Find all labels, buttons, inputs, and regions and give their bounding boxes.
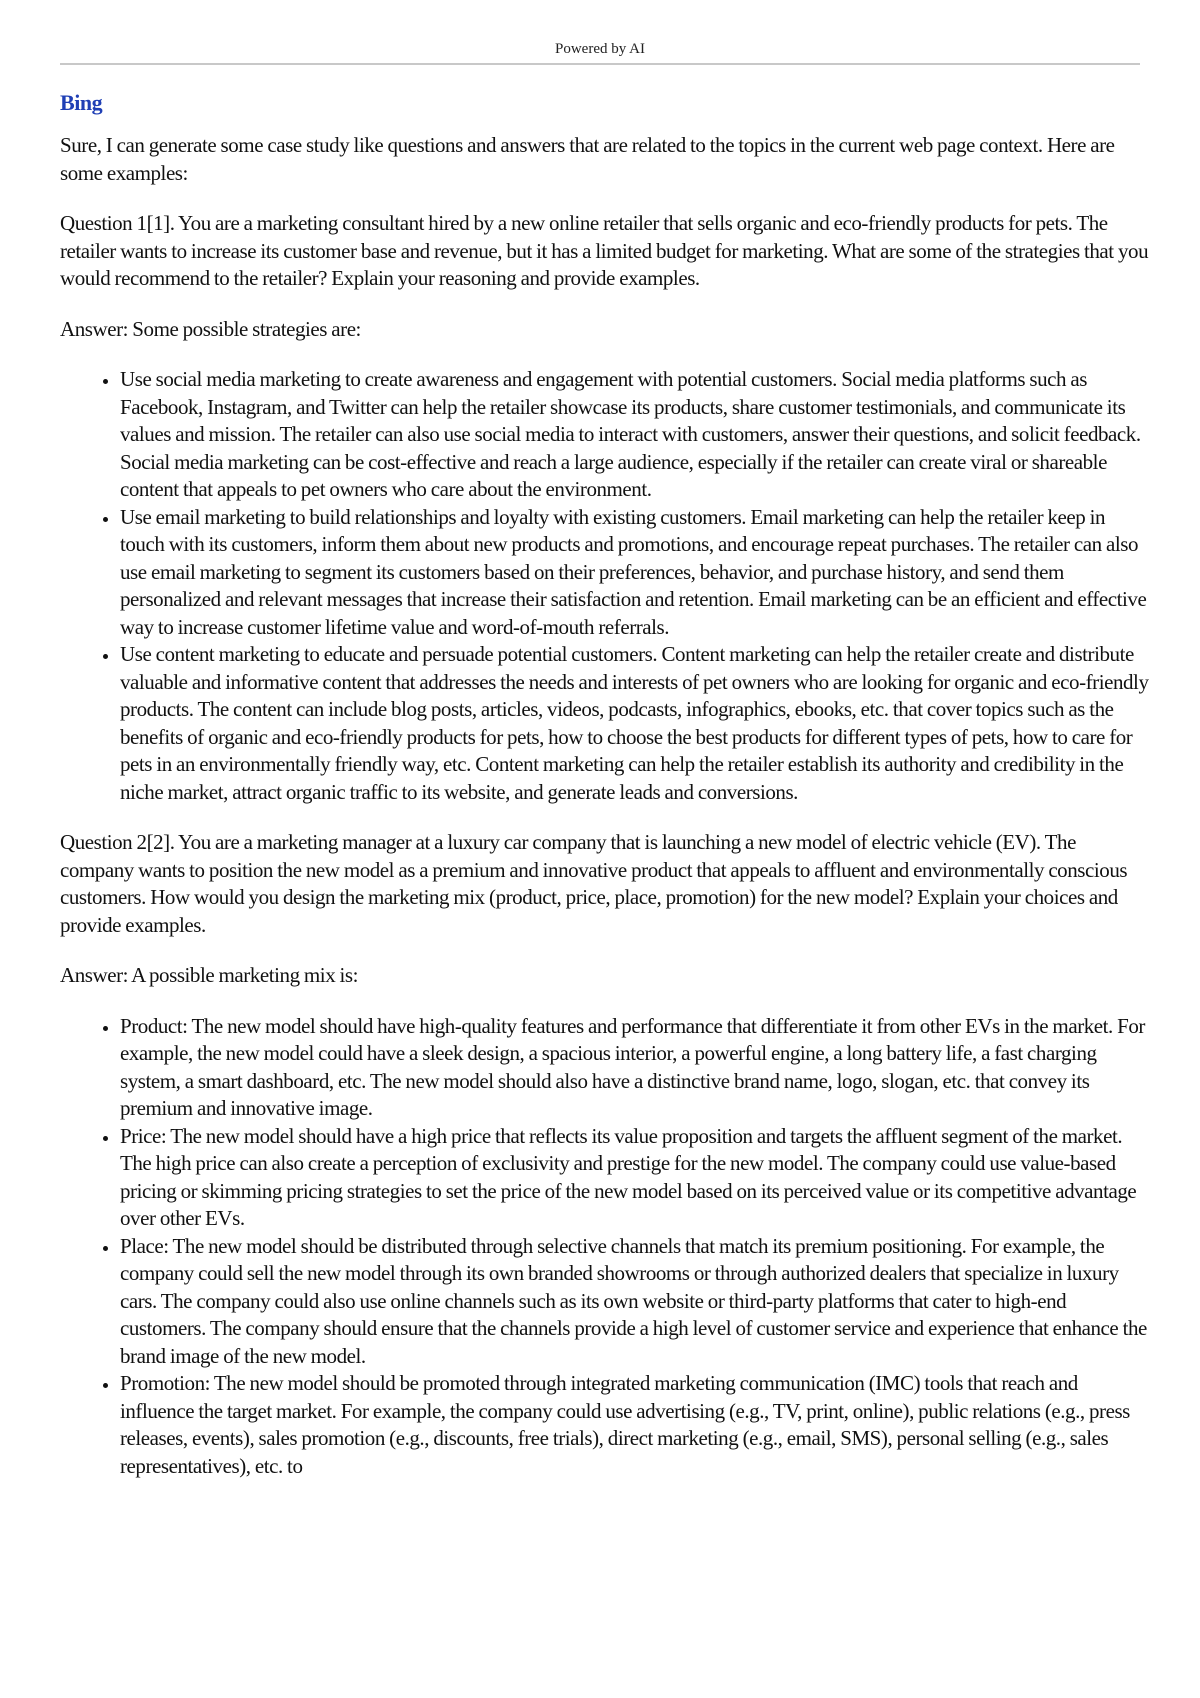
answer-2-list (60, 1013, 1150, 1481)
list-item: • Use email marketing to build relationships and loyalty with existing customers. Email marketing can help the retailer keep in touch with its customers, inform them about new products and promotions, and encourage repeat purchases. The retailer can also use email marketing to segment its customers based on their preferences, behavior, and purchase history, and send them personalized and relevant messages that increase their satisfaction and retention. Email marketing can be an efficient and effective way to increase customer lifetime value and word-of-mouth referrals. (120, 504, 1150, 642)
intro-paragraph: Sure, I can generate some case study like questions and answers that are related to the topics in the current web page context. Here are some examples: (60, 133, 1115, 185)
page-header: Powered by AI (555, 41, 645, 57)
question-1: Question 1[1]. You are a marketing consultant hired by a new online retailer that sells organic and eco-friendly products for pets. The retailer wants to increase its customer base and revenue, but it has a limited budget for marketing. What are some of the strategies that you would recommend to the retailer? Explain your reasoning and provide examples. (60, 211, 1149, 290)
list-item: • Place: The new model should be distributed through selective channels that match its premium positioning. For example, the company could sell the new model through its own branded showrooms or through authorized dealers that specialize in luxury cars. The company could also use online channels such as its own website or third-party platforms that cater to high-end customers. The company should ensure that the channels provide a high level of customer service and experience that enhance the brand image of the new model. (120, 1233, 1150, 1371)
list-item: • Use content marketing to educate and persuade potential customers. Content marketing can help the retailer create and distribute valuable and informative content that addresses the needs and interests of pet owners who are looking for organic and eco-friendly products. The content can include blog posts, articles, videos, podcasts, infographics, ebooks, etc. that cover topics such as the benefits of organic and eco-friendly products for pets, how to choose the best products for different types of pets, how to care for pets in an environmentally friendly way, etc. Content marketing can help the retailer establish its authority and credibility in the niche market, attract organic traffic to its website, and generate leads and conversions. (120, 641, 1150, 806)
list-item: • Use social media marketing to create awareness and engagement with potential customers. Social media platforms such as Facebook, Instagram, and Twitter can help the retailer showcase its products, share customer testimonials, and communicate its values and mission. The retailer can also use social media to interact with customers, answer their questions, and solicit feedback. Social media marketing can be cost-effective and reach a large audience, especially if the retailer can create viral or shareable content that appeals to pet owners who care about the environment. (120, 366, 1150, 504)
list-item: • Price: The new model should have a high price that reflects its value proposition and targets the affluent segment of the market. The high price can also create a perception of exclusivity and prestige for the new model. The company could use value-based pricing or skimming pricing strategies to set the price of the new model based on its perceived value or its competitive advantage over other EVs. (120, 1123, 1150, 1233)
answer-1-intro: Answer: Some possible strategies are: (60, 316, 361, 341)
header-divider (60, 63, 1140, 65)
chat-response (60, 88, 1150, 1503)
list-item: • Promotion: The new model should be promoted through integrated marketing communication (IMC) tools that reach and influence the target market. For example, the company could use advertising (e.g., TV, print, online), public relations (e.g., press releases, events), sales promotion (e.g., discounts, free trials), direct marketing (e.g., email, SMS), personal selling (e.g., sales representatives), etc. to (120, 1370, 1150, 1480)
question-2: Question 2[2]. You are a marketing manager at a luxury car company that is launching a new model of electric vehicle (EV). The company wants to position the new model as a premium and innovative product that appeals to affluent and environmentally conscious customers. How would you design the marketing mix (product, price, place, promotion) for the new model? Explain your choices and provide examples. (60, 830, 1128, 937)
answer-2-intro: Answer: A possible marketing mix is: (60, 963, 359, 987)
list-item: • Product: The new model should have high-quality features and performance that differentiate it from other EVs in the market. For example, the new model could have a sleek design, a spacious interior, a powerful engine, a long battery life, a fast charging system, a smart dashboard, etc. The new model should also have a distinctive brand name, logo, slogan, etc. that convey its premium and innovative image. (120, 1013, 1150, 1123)
source-label: Bing (60, 90, 103, 115)
answer-1-list (60, 366, 1150, 806)
